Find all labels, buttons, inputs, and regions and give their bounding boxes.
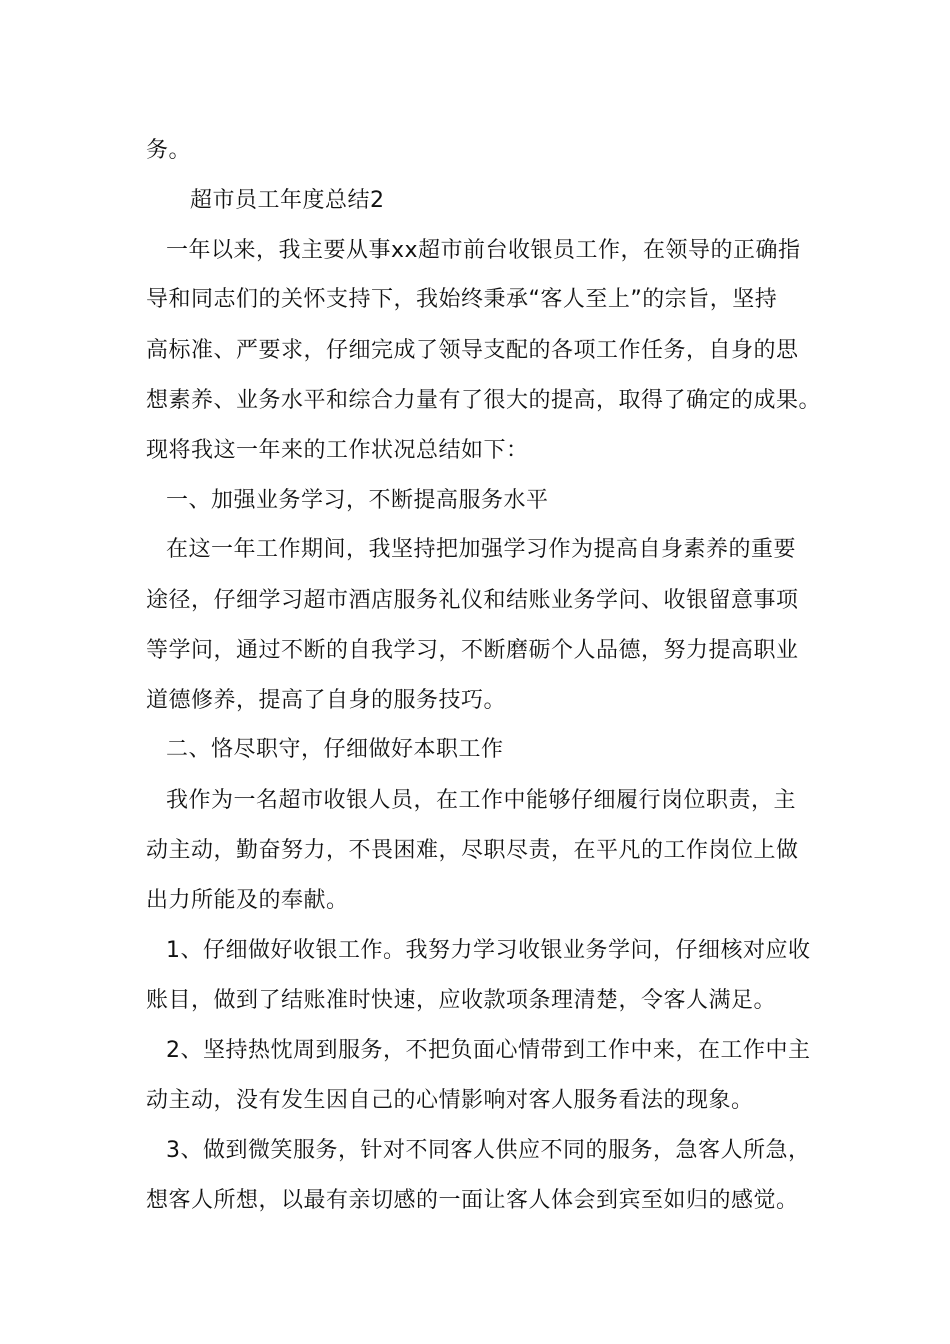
list-item: 3、做到微笑服务，针对不同客人供应不同的服务，急客人所急， <box>166 1138 811 1163</box>
list-item: 2、坚持热忱周到服务，不把负面心情带到工作中来，在工作中主 <box>166 1038 811 1063</box>
text-line: 道德修养，提高了自身的服务技巧。 <box>146 688 507 713</box>
text-line: 账目，做到了结账准时快速，应收款项条理清楚，令客人满足。 <box>146 988 777 1013</box>
text-line: 我作为一名超市收银人员，在工作中能够仔细履行岗位职责，主 <box>166 788 797 813</box>
text-line: 现将我这一年来的工作状况总结如下： <box>146 438 529 463</box>
text-line: 动主动，勤奋努力，不畏困难，尽职尽责，在平凡的工作岗位上做 <box>146 838 799 863</box>
text-line: 等学问，通过不断的自我学习，不断磨砺个人品德，努力提高职业 <box>146 638 799 663</box>
list-item: 1、仔细做好收银工作。我努力学习收银业务学问，仔细核对应收 <box>166 938 811 963</box>
text-line: 在这一年工作期间，我坚持把加强学习作为提高自身素养的重要 <box>166 537 797 562</box>
text-line: 高标准、严要求，仔细完成了领导支配的各项工作任务，自身的思 <box>146 338 799 363</box>
text-line: 一年以来，我主要从事xx超市前台收银员工作，在领导的正确指 <box>166 238 801 263</box>
text-line: 出力所能及的奉献。 <box>146 888 349 913</box>
text-line: 想客人所想，以最有亲切感的一面让客人体会到宾至如归的感觉。 <box>146 1188 799 1213</box>
text-line: 导和同志们的关怀支持下，我始终秉承“客人至上”的宗旨，坚持 <box>146 287 778 312</box>
text-line: 途径，仔细学习超市酒店服务礼仪和结账业务学问、收银留意事项 <box>146 588 799 613</box>
section-title: 超市员工年度总结2 <box>190 188 385 213</box>
subheading: 一、加强业务学习，不断提高服务水平 <box>166 488 549 513</box>
text-line: 想素养、业务水平和综合力量有了很大的提高，取得了确定的成果。 <box>146 388 822 413</box>
subheading: 二、恪尽职守，仔细做好本职工作 <box>166 737 504 762</box>
text-line: 务。 <box>146 138 192 163</box>
text-line: 动主动，没有发生因自己的心情影响对客人服务看法的现象。 <box>146 1088 754 1113</box>
